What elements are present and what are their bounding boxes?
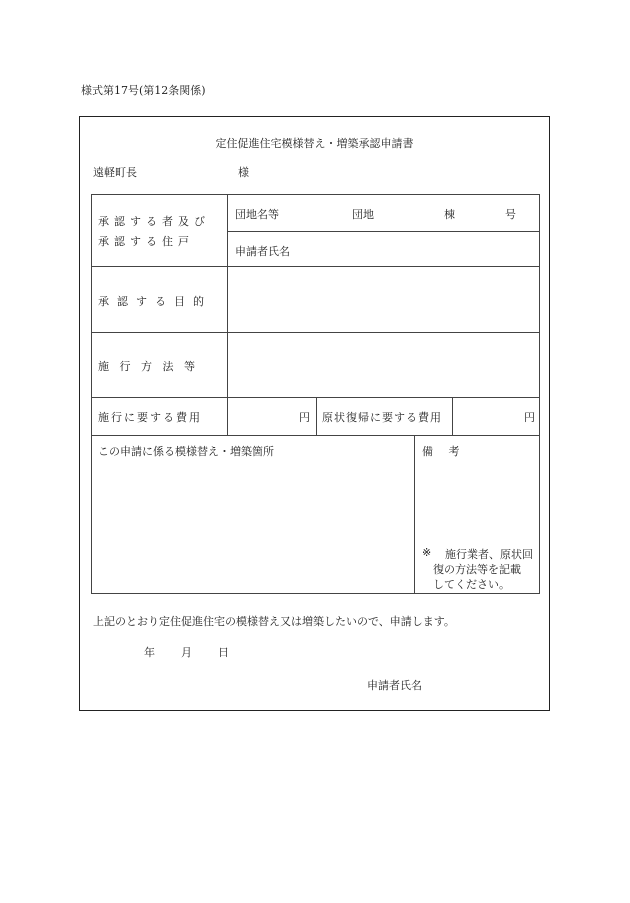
divider	[316, 397, 317, 435]
divider	[414, 435, 415, 593]
form-number: 様式第17号(第12条関係)	[81, 84, 206, 97]
date-month: 月	[181, 646, 192, 659]
row-label-dwelling: 承認する住戸	[98, 235, 194, 248]
date-day: 日	[218, 646, 229, 659]
divider	[92, 266, 540, 267]
note-line-3: してください。	[433, 578, 510, 591]
building-unit: 棟	[444, 208, 455, 221]
location-label: この申請に係る模様替え・増築箇所	[98, 445, 274, 458]
remarks-label: 備 考	[422, 445, 466, 458]
page-title: 定住促進住宅模様替え・増築承認申請書	[215, 137, 414, 150]
restore-cost-unit: 円	[524, 411, 535, 424]
applicant-name-label: 申請者氏名	[367, 679, 422, 692]
note-line-2: 復の方法等を記載	[433, 563, 521, 576]
danchi-unit: 団地	[352, 208, 374, 221]
method-label: 施行方法等	[98, 360, 206, 373]
row-label-approver: 承認する者及び	[98, 215, 210, 228]
restore-cost-label: 原状復帰に要する費用	[322, 411, 442, 424]
cost-label: 施行に要する費用	[98, 411, 202, 424]
divider	[452, 397, 453, 435]
purpose-label: 承認する目的	[98, 295, 212, 308]
note-mark: ※	[422, 546, 432, 559]
divider	[92, 332, 540, 333]
divider	[227, 231, 540, 232]
date-line	[144, 644, 229, 660]
applicant-label: 申請者氏名	[235, 245, 290, 258]
number-unit: 号	[505, 208, 516, 221]
danchi-label: 団地名等	[235, 208, 279, 221]
addressee: 遠軽町長	[93, 166, 137, 179]
note-line-1: 施行業者、原状回	[445, 548, 533, 561]
declaration: 上記のとおり定住促進住宅の模様替え又は増築したいので、申請します。	[93, 615, 455, 628]
form-frame	[79, 116, 550, 711]
honorific: 様	[238, 166, 249, 179]
date-year: 年	[144, 646, 155, 659]
cost-unit: 円	[299, 411, 310, 424]
application-table	[91, 194, 540, 594]
divider	[92, 435, 540, 436]
